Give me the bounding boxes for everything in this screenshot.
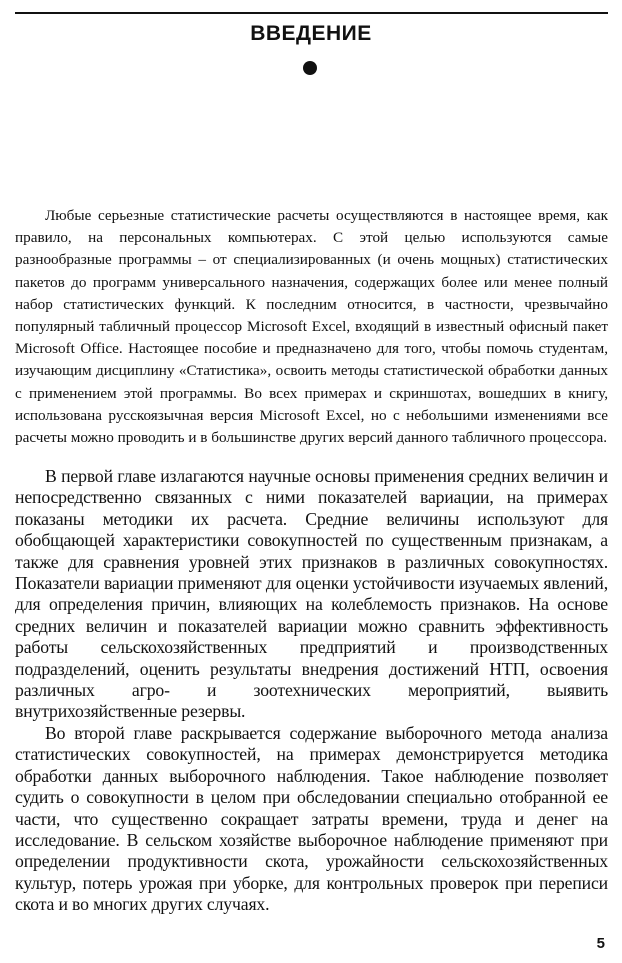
paragraph-chapter-one: В первой главе излагаются научные основы применения средних величин и непосредственно связанных с ними показателей вариации, на примерах показаны методики их расчета. Средние величины используют для обобщающей характеристики совокупностей по существенным признакам, а также для сравнения уровней этих признаков в различных совокупностях. Показатели вариации применяют для оценки устойчивости изучаемых явлений, для определения причин, влияющих на колеблемость признаков. На основе средних величин и показателей вариации можно сравнить эффективность работы сельскохозяйственных предприятий и производственных подразделений, оценить результаты внедрения достижений НТП, освоения различных агро- и зоотехнических мероприятий, выявить внутрихозяйственные резервы. bbox=[15, 466, 608, 722]
bullet-ornament bbox=[303, 61, 317, 75]
page-title: ВВЕДЕНИЕ bbox=[250, 22, 372, 45]
page-number: 5 bbox=[596, 935, 605, 952]
top-rule bbox=[15, 12, 608, 14]
paragraph-intro: Любые серьезные статистические расчеты осуществляются в настоящее время, как правило, на персональных компьютерах. С этой целью используются самые разнообразные программы – от специализированных (и очень мощных) статистических пакетов до программ универсального назначения, содержащих более или менее полный набор статистических функций. К последним относится, в частности, чрезвычайно популярный табличный процессор Microsoft Excel, входящий в известный офисный пакет Microsoft Office. Настоящее пособие и предназначено для того, чтобы помочь студентам, изучающим дисциплину «Статистика», освоить методы статистической обработки данных с применением этой программы. Во всех примерах и скриншотах, вошедших в книгу, использована русскоязычная версия Microsoft Excel, но с небольшими изменениями все расчеты можно проводить и в большинстве других версий данного табличного процессора. bbox=[15, 207, 608, 447]
paragraph-chapter-two: Во второй главе раскрывается содержание выборочного метода анализа статистических совокупностей, на примерах демонстрируется методика обработки данных выборочного наблюдения. Такое наблюдение позволяет судить о совокупности в целом при обследовании специально отобранной ее части, что существенно сокращает затраты времени, труда и денег на исследование. В сельском хозяйстве выборочное наблюдение применяют при определении продуктивности скота, урожайности сельскохозяйственных культур, потерь урожая при уборке, для контрольных проверок при переписи скота и во многих других случаях. bbox=[15, 723, 608, 915]
